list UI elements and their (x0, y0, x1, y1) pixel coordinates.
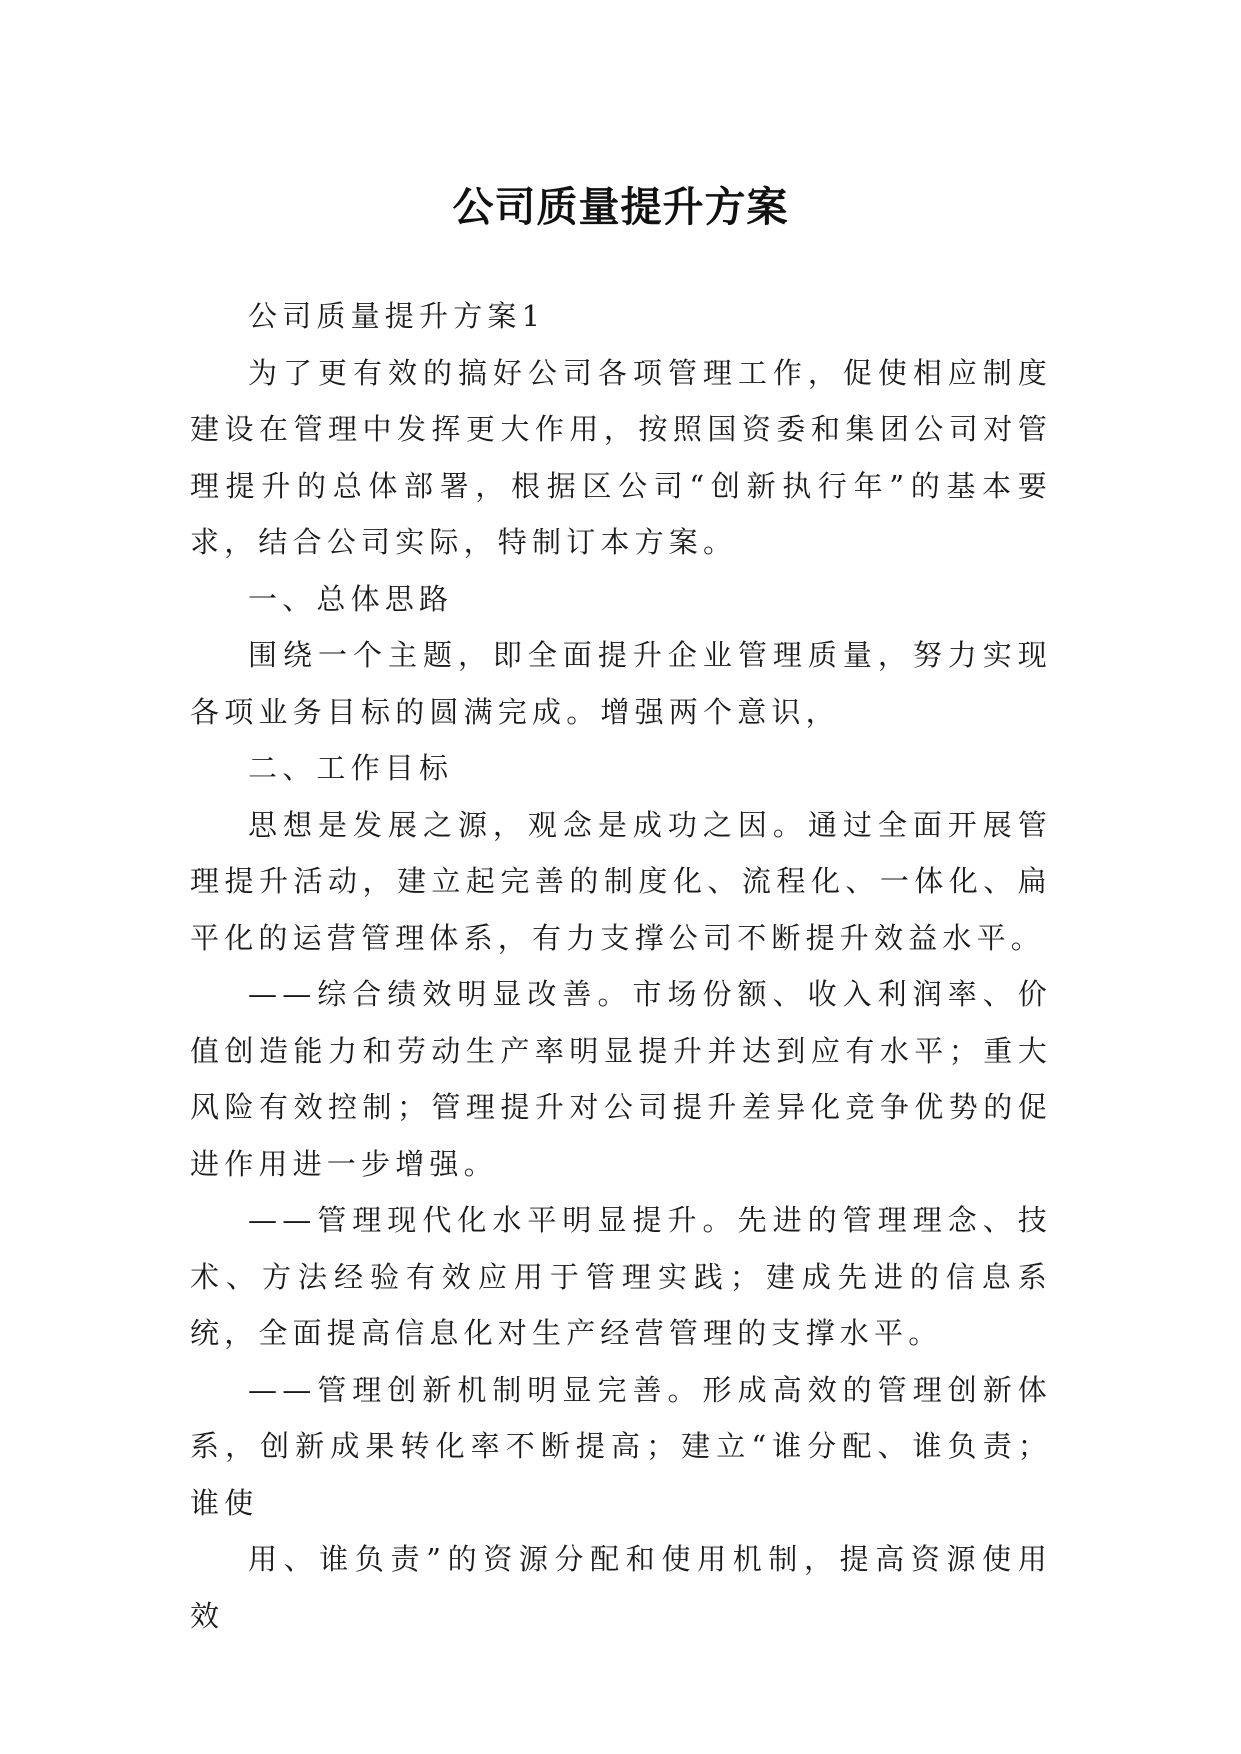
heading-overall-approach: 一、总体思路 (248, 581, 454, 616)
paragraph-overall-approach: 围绕一个主题，即全面提升企业管理质量，努力实现各项业务目标的圆满完成。增强两个意识， (190, 638, 1052, 729)
paragraph-goal-innovation: ——管理创新机制明显完善。形成高效的管理创新体系，创新成果转化率不断提高；建立“谁分配、谁负责；谁使 (190, 1372, 1052, 1520)
document-body (190, 288, 1052, 1644)
paragraph-work-goals: 思想是发展之源，观念是成功之因。通过全面开展管理提升活动，建立起完善的制度化、流程化、一体化、扁平化的运营管理体系，有力支撑公司不断提升效益水平。 (190, 807, 1052, 955)
heading-work-goals: 二、工作目标 (248, 751, 454, 785)
paragraph-intro: 为了更有效的搞好公司各项管理工作，促使相应制度建设在管理中发挥更大作用，按照国资委和集团公司对管理提升的总体部署，根据区公司“创新执行年”的基本要求，结合公司实际，特制订本方案。 (190, 355, 1052, 559)
document-title: 公司质量提升方案 (452, 183, 789, 232)
paragraph-section-heading: 公司质量提升方案1 (248, 299, 546, 333)
paragraph-goal-modernization: ——管理现代化水平明显提升。先进的管理理念、技术、方法经验有效应用于管理实践；建成先进的信息系统，全面提高信息化对生产经营管理的支撑水平。 (190, 1203, 1052, 1350)
paragraph-goal-performance: ——综合绩效明显改善。市场份额、收入利润率、价值创造能力和劳动生产率明显提升并达到应有水平；重大风险有效控制；管理提升对公司提升差异化竞争优势的促进作用进一步增强。 (190, 977, 1052, 1181)
paragraph-goal-resources: 用、谁负责”的资源分配和使用机制，提高资源使用效 (190, 1542, 1052, 1633)
